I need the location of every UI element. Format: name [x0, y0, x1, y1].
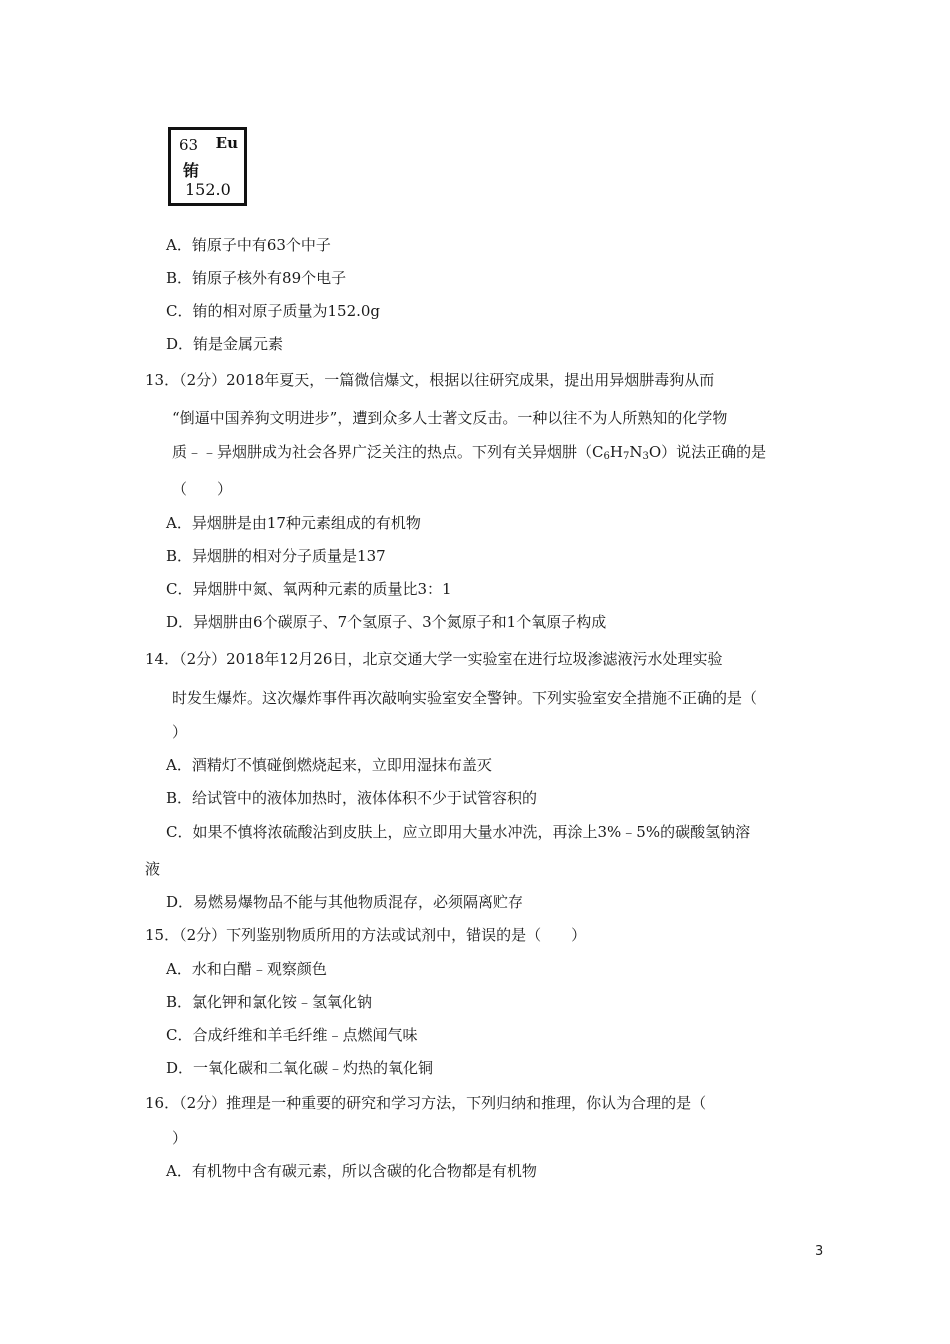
q12-option-a: A．铕原子中有63个中子 — [166, 236, 331, 254]
element-symbol: Eu — [215, 134, 238, 152]
element-tile-europium — [168, 127, 247, 206]
page-number: 3 — [815, 1244, 824, 1259]
q13-option-d: D．异烟肼由6个碳原子、7个氢原子、3个氮原子和1个氧原子构成 — [166, 613, 607, 631]
q16-option-a: A．有机物中含有碳元素，所以含碳的化合物都是有机物 — [166, 1162, 537, 1180]
q13-stem-line1: 13．（2分）2018年夏天，一篇微信爆文，根据以往研究成果，提出用异烟肼毒狗从而 — [145, 371, 715, 389]
q15-option-a: A．水和白醋﹣观察颜色 — [166, 960, 327, 978]
q13-stem-line2: “倒逼中国养狗文明进步”，遭到众多人士著文反击。一种以往不为人所熟知的化学物 — [172, 409, 728, 427]
q16-stem-line1: 16．（2分）推理是一种重要的研究和学习方法，下列归纳和推理，你认为合理的是（ — [145, 1094, 707, 1112]
q14-stem-line2: 时发生爆炸。这次爆炸事件再次敲响实验室安全警钟。下列实验室安全措施不正确的是（ — [172, 689, 758, 707]
q13-option-c: C．异烟肼中氮、氧两种元素的质量比3：1 — [166, 580, 452, 598]
q13-answer-bracket: （ ） — [172, 480, 233, 498]
q14-option-c-wrap: 液 — [145, 860, 161, 878]
q15-option-c: C．合成纤维和羊毛纤维﹣点燃闻气味 — [166, 1026, 418, 1044]
atomic-number: 63 — [179, 136, 199, 154]
q14-option-a: A．酒精灯不慎碰倒燃烧起来，立即用湿抹布盖灭 — [166, 756, 492, 774]
q14-option-b: B．给试管中的液体加热时，液体体积不少于试管容积的 — [166, 789, 538, 807]
q15-option-d: D．一氧化碳和二氧化碳﹣灼热的氧化铜 — [166, 1059, 434, 1077]
q12-option-c: C．铕的相对原子质量为152.0g — [166, 302, 381, 320]
q16-stem-line2: ） — [172, 1129, 188, 1147]
q12-option-b: B．铕原子核外有89个电子 — [166, 269, 347, 287]
q12-option-d: D．铕是金属元素 — [166, 335, 284, 353]
q15-option-b: B．氯化钾和氯化铵﹣氢氧化钠 — [166, 993, 373, 1011]
q14-option-c: C．如果不慎将浓硫酸沾到皮肤上，应立即用大量水冲洗，再涂上3%﹣5%的碳酸氢钠溶 — [166, 823, 751, 841]
element-name: 铕 — [183, 161, 200, 180]
q15-stem: 15．（2分）下列鉴别物质所用的方法或试剂中，错误的是（ ） — [145, 926, 587, 944]
atomic-mass: 152.0 — [185, 180, 231, 199]
q14-stem-line3: ） — [172, 723, 188, 741]
q13-option-a: A．异烟肼是由17种元素组成的有机物 — [166, 514, 421, 532]
q14-stem-line1: 14．（2分）2018年12月26日，北京交通大学一实验室在进行垃圾渗滤液污水处理实验 — [145, 650, 723, 668]
q13-option-b: B．异烟肼的相对分子质量是137 — [166, 547, 386, 565]
q14-option-d: D．易燃易爆物品不能与其他物质混存，必须隔离贮存 — [166, 893, 524, 911]
q13-stem-line3: 质﹣﹣异烟肼成为社会各界广泛关注的热点。下列有关异烟肼$(C_6H_7N_3O)$说法正确的是 — [172, 443, 767, 462]
